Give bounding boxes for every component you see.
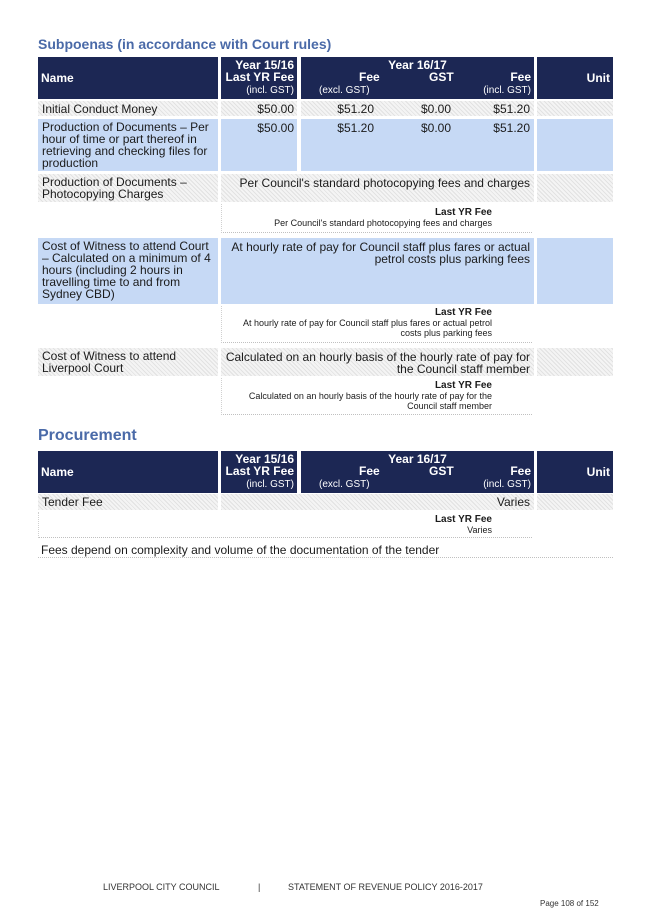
page-number: Page 108 of 152 [540,899,599,908]
row-fee-incl: $51.20 [493,121,530,135]
row-name: Cost of Witness to attend Court – Calculated on a minimum of 4 hours (including 2 hours in travelling time to and from Sydney CBD) [42,239,211,301]
row-gst: $0.00 [420,102,451,116]
header-excl-gst: (excl. GST) [319,479,370,490]
table-row [38,238,613,304]
header-name: Name [41,71,74,85]
row-last-fee: $50.00 [257,121,294,135]
header-name: Name [41,465,74,479]
row-fee-description: Per Council's standard photocopying fees and charges [239,176,530,190]
row-name: Production of Documents – Per hour of time or part thereof in retrieving and checking files for production [42,120,209,170]
header-fee: Fee [359,464,380,478]
table-row [38,494,613,510]
table-header-subpoenas [38,57,613,99]
row-fee-description: At hourly rate of pay for Council staff plus fares or actual petrol costs plus parking fees [231,240,530,266]
header-gst: GST [429,464,454,478]
table-row [38,101,613,116]
footer-separator: | [258,882,261,892]
row-fee: $51.20 [337,102,374,116]
row-fee-description: Calculated on an hourly basis of the hourly rate of pay for the Council staff member [225,350,530,376]
table-header-procurement [38,451,613,493]
section-title-subpoenas: Subpoenas (in accordance with Court rules) [38,36,332,52]
last-yr-fee-note: Last YR Fee Per Council's standard photocopying fees and charges [274,207,492,228]
header-incl-gst: (incl. GST) [246,479,294,490]
row-fee-incl: $51.20 [493,102,530,116]
footer-council: LIVERPOOL CITY COUNCIL [103,882,220,892]
header-unit: Unit [586,465,610,479]
header-unit: Unit [586,71,610,85]
header-year-curr: Year 16/17 [388,452,447,466]
row-name: Initial Conduct Money [42,102,158,116]
table-row [38,348,613,376]
footer-policy: STATEMENT OF REVENUE POLICY 2016-2017 [288,882,483,892]
header-excl-gst: (excl. GST) [319,85,370,96]
table-row [38,119,613,171]
header-incl-gst: (incl. GST) [246,85,294,96]
row-gst: $0.00 [420,121,451,135]
header-year-prev: Year 15/16 [235,58,294,72]
header-incl-gst-2: (incl. GST) [483,479,531,490]
header-last-yr-fee: Last YR Fee [225,464,294,478]
header-fee: Fee [359,70,380,84]
row-last-fee: $50.00 [257,102,294,116]
row-name: Tender Fee [42,495,103,509]
procurement-note: Fees depend on complexity and volume of the documentation of the tender [41,543,440,557]
table-row [38,174,613,202]
header-fee-incl: Fee [510,464,531,478]
row-fee-description: Varies [496,495,530,509]
header-fee-incl: Fee [510,70,531,84]
header-last-yr-fee: Last YR Fee [225,70,294,84]
last-yr-fee-note: Last YR Fee Calculated on an hourly basis of the hourly rate of pay for the Council staff member [248,380,492,411]
header-gst: GST [429,70,454,84]
header-incl-gst-2: (incl. GST) [483,85,531,96]
last-yr-fee-note: Last YR Fee Varies [434,514,492,535]
section-title-procurement: Procurement [38,427,137,444]
row-fee: $51.20 [337,121,374,135]
row-name: Cost of Witness to attend Liverpool Court [42,349,177,375]
header-year-prev: Year 15/16 [235,452,294,466]
last-yr-fee-note: Last YR Fee At hourly rate of pay for Council staff plus fares or actual petrol costs plus parking fees [243,307,492,338]
header-year-curr: Year 16/17 [388,58,447,72]
row-name: Production of Documents – Photocopying Charges [42,175,187,201]
